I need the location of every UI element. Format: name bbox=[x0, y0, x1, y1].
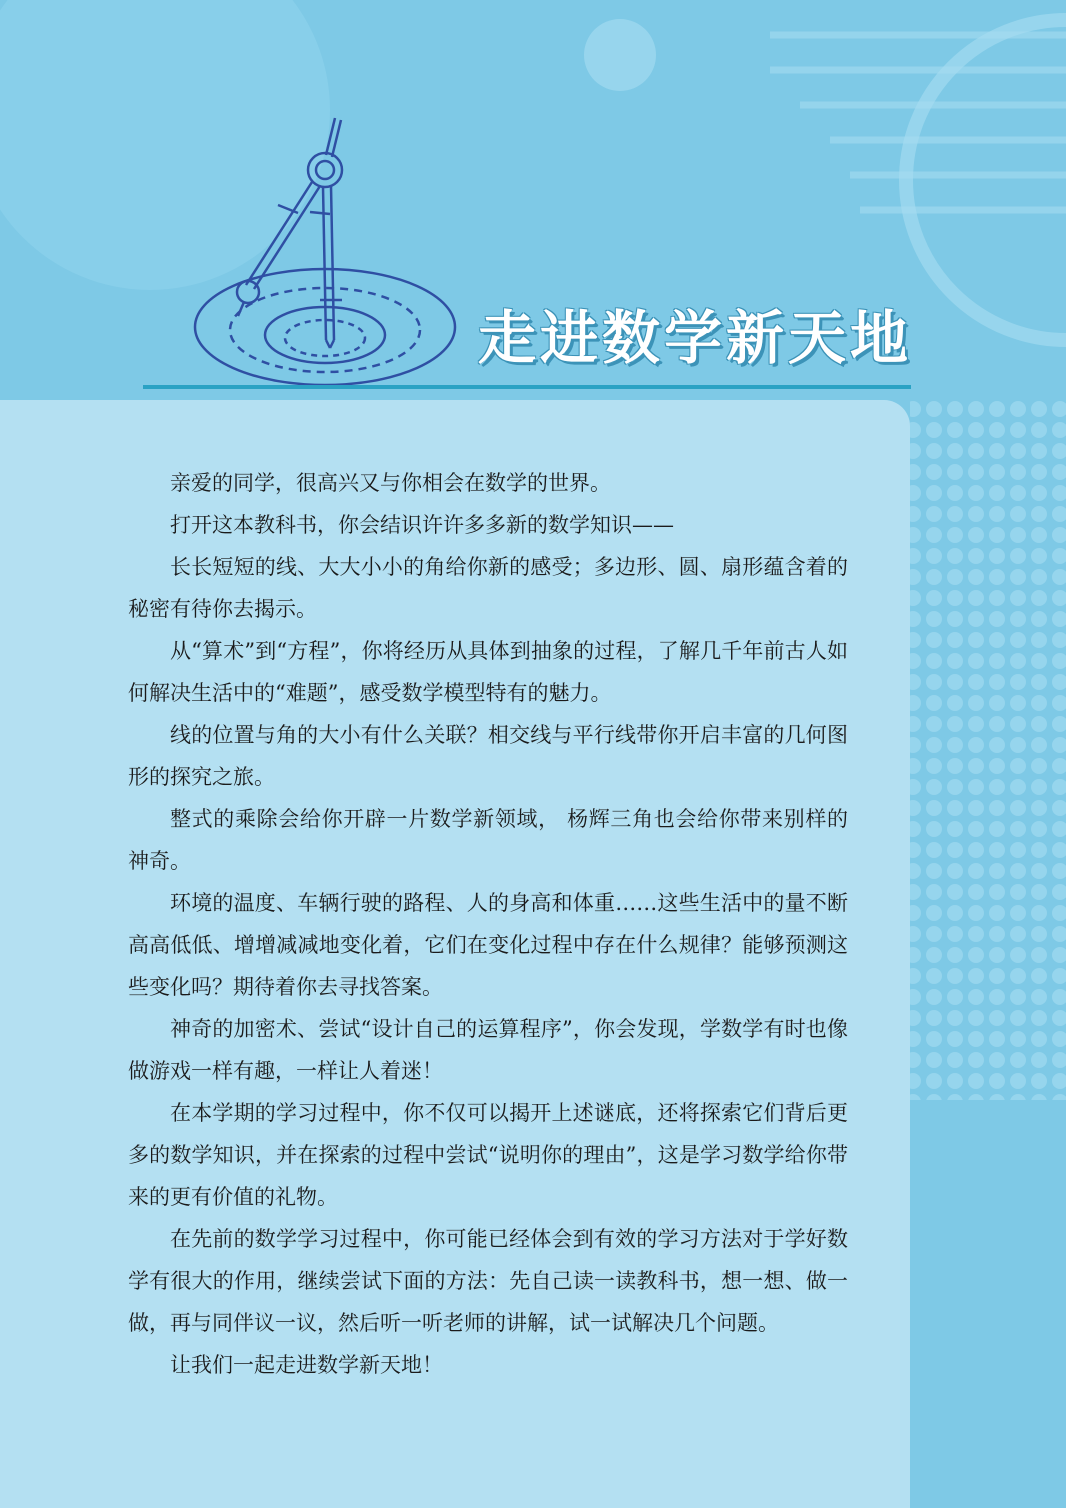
preface-letter bbox=[128, 462, 848, 1386]
paragraph: 在先前的数学学习过程中，你可能已经体会到有效的学习方法对于学好数学有很大的作用，继续尝试下面的方法：先自己读一读教科书，想一想、做一做，再与同伴议一议，然后听一听老师的讲解，试一试解决几个问题。 bbox=[128, 1227, 848, 1335]
paragraph: 神奇的加密术、尝试“设计自己的运算程序”，你会发现，学数学有时也像做游戏一样有趣，一样让人着迷！ bbox=[128, 1017, 848, 1083]
paragraph: 整式的乘除会给你开辟一片数学新领域， 杨辉三角也会给你带来别样的神奇。 bbox=[128, 807, 848, 873]
paragraph: 打开这本教科书，你会结识许许多多新的数学知识—— bbox=[170, 513, 674, 537]
paragraph: 在本学期的学习过程中，你不仅可以揭开上述谜底，还将探索它们背后更多的数学知识，并在探索的过程中尝试“说明你的理由”，这是学习数学给你带来的更有价值的礼物。 bbox=[128, 1101, 848, 1209]
paragraph: 让我们一起走进数学新天地！ bbox=[170, 1353, 443, 1377]
page-title: 走进数学新天地 bbox=[478, 304, 913, 372]
paragraph: 从“算术”到“方程”，你将经历从具体到抽象的过程，了解几千年前古人如何解决生活中的“难题”，感受数学模型特有的魅力。 bbox=[128, 639, 848, 705]
paragraph: 环境的温度、车辆行驶的路程、人的身高和体重……这些生活中的量不断高高低低、增增减减地变化着，它们在变化过程中存在什么规律？能够预测这些变化吗？期待着你去寻找答案。 bbox=[128, 891, 848, 999]
paragraph: 线的位置与角的大小有什么关联？相交线与平行线带你开启丰富的几何图形的探究之旅。 bbox=[128, 723, 848, 789]
paragraph: 长长短短的线、大大小小的角给你新的感受；多边形、圆、扇形蕴含着的秘密有待你去揭示。 bbox=[128, 555, 848, 621]
title-underline bbox=[143, 385, 911, 389]
paragraph: 亲爱的同学，很高兴又与你相会在数学的世界。 bbox=[170, 471, 611, 495]
